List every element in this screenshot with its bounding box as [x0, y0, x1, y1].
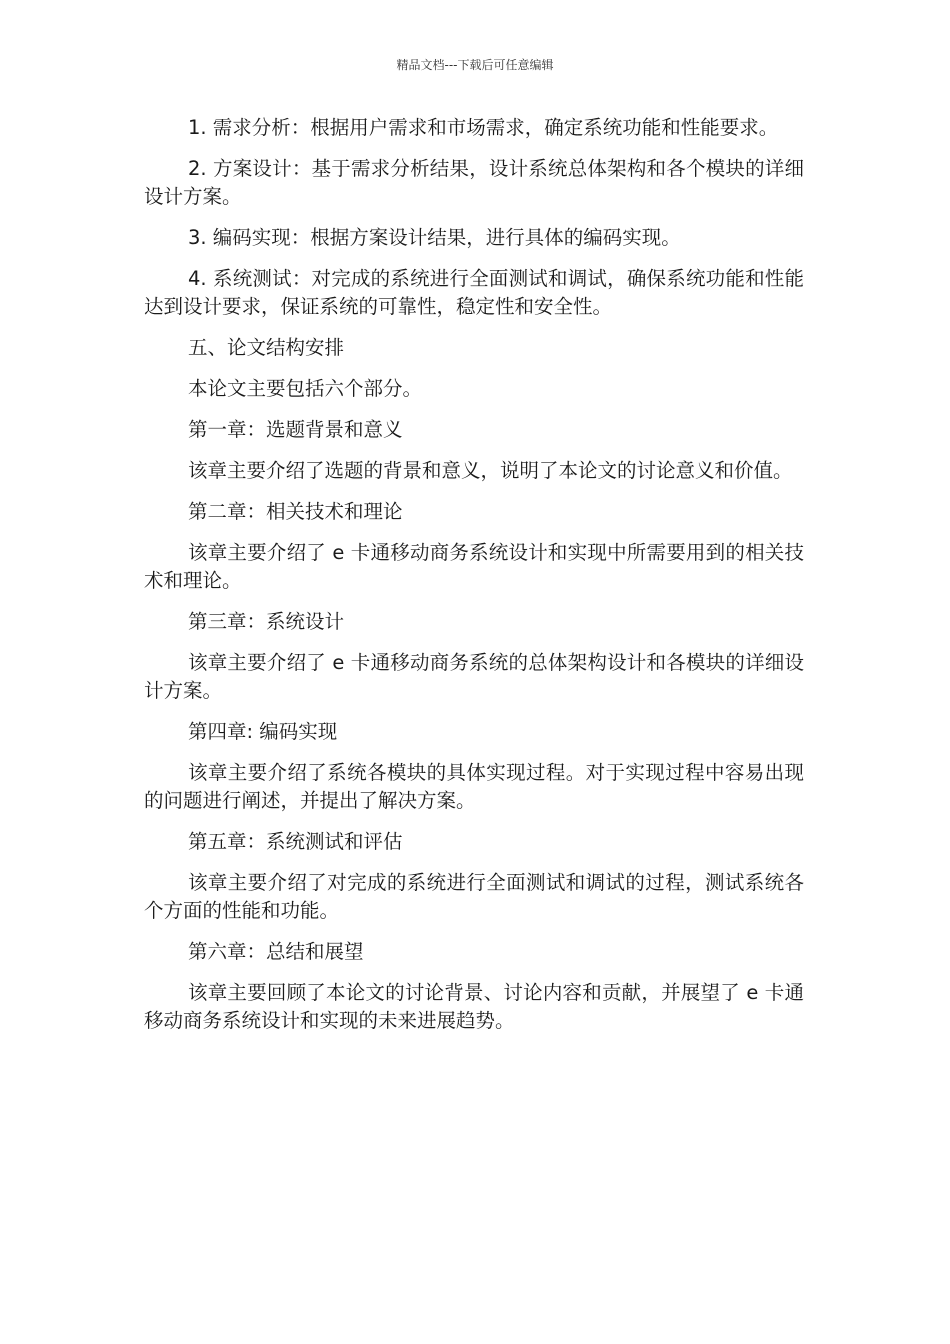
chapter-3-heading: 第三章：系统设计	[188, 610, 345, 633]
chapter-2-description: 该章主要介绍了 e 卡通移动商务系统设计和实现中所需要用到的相关技术和理论。	[144, 541, 804, 592]
chapter-1-description: 该章主要介绍了选题的背景和意义，说明了本论文的讨论意义和价值。	[188, 459, 793, 482]
page-header: 精品文档---下载后可任意编辑	[396, 58, 554, 72]
paragraph-system-testing: 4. 系统测试：对完成的系统进行全面测试和调试，确保系统功能和性能达到设计要求，保证系统的可靠性，稳定性和安全性。	[144, 267, 804, 318]
chapter-5-heading: 第五章：系统测试和评估	[188, 830, 403, 853]
paragraph-requirements-analysis: 1. 需求分析：根据用户需求和市场需求，确定系统功能和性能要求。	[188, 116, 779, 139]
paragraph-solution-design: 2. 方案设计：基于需求分析结果，设计系统总体架构和各个模块的详细设计方案。	[144, 157, 804, 208]
chapter-4-heading: 第四章: 编码实现	[188, 720, 338, 743]
chapter-6-description: 该章主要回顾了本论文的讨论背景、讨论内容和贡献，并展望了 e 卡通移动商务系统设计和实现的未来进展趋势。	[144, 981, 804, 1032]
chapter-1-heading: 第一章：选题背景和意义	[188, 418, 403, 441]
section-heading-thesis-structure: 五、论文结构安排	[188, 336, 345, 359]
chapter-5-description: 该章主要介绍了对完成的系统进行全面测试和调试的过程，测试系统各个方面的性能和功能。	[144, 871, 804, 922]
chapter-3-description: 该章主要介绍了 e 卡通移动商务系统的总体架构设计和各模块的详细设计方案。	[144, 651, 804, 702]
chapter-4-description: 该章主要介绍了系统各模块的具体实现过程。对于实现过程中容易出现的问题进行阐述，并提出了解决方案。	[144, 761, 804, 812]
chapter-2-heading: 第二章：相关技术和理论	[188, 500, 403, 523]
chapter-6-heading: 第六章：总结和展望	[188, 940, 364, 963]
paragraph-thesis-overview: 本论文主要包括六个部分。	[188, 377, 423, 400]
document-body	[144, 114, 804, 1048]
paragraph-coding: 3. 编码实现：根据方案设计结果，进行具体的编码实现。	[188, 226, 681, 249]
